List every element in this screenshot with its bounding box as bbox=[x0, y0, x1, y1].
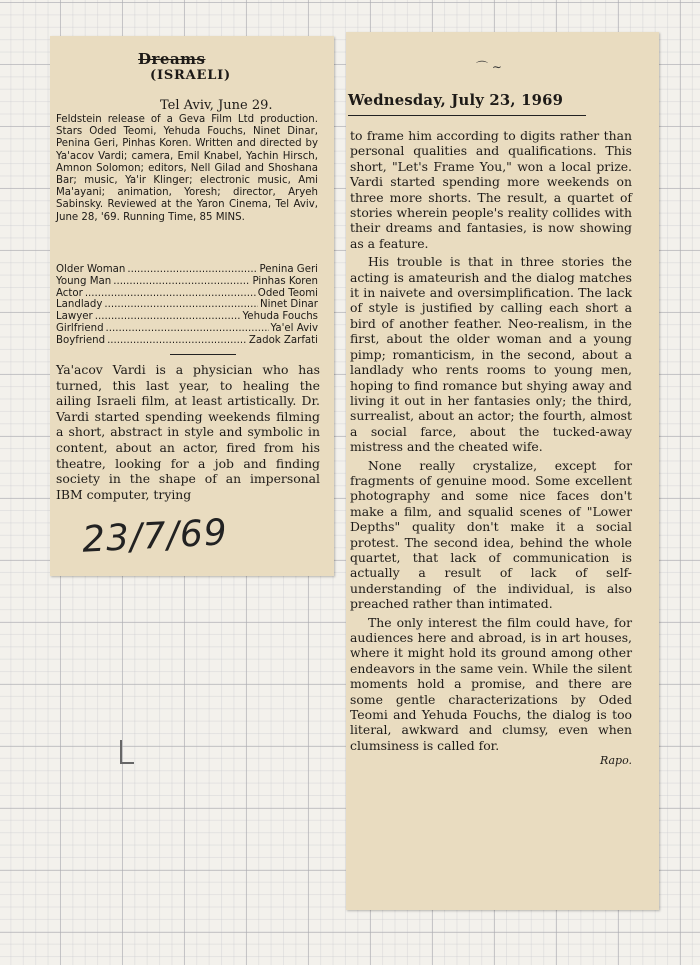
cast-actor: Penina Geri bbox=[259, 264, 318, 275]
cast-row bbox=[56, 288, 318, 300]
cast-actor: Zadok Zarfati bbox=[248, 334, 318, 346]
cast-role: Young Man bbox=[56, 275, 112, 287]
cast-row bbox=[56, 276, 318, 288]
cast-actor: Ninet Dinar bbox=[260, 299, 318, 311]
cast-role: Older Woman bbox=[56, 264, 126, 275]
credits-paragraph: Feldstein release of a Geva Film Ltd production. Stars Oded Teomi, Yehuda Fouchs, Ninet Dinar, Penina Geri, Pinhas Koren. Written and directed by Ya'acov Vardi; camera, Emil Knabel, Yachin Hirsch, Amnon Solomon; editors, Nell Gilad and Shoshana Bar; music, Ya'ir Klinger; electronic music, Ami Ma'ayani; animation, Yoresh; director, Aryeh Sabinsky. Reviewed at the Yaron Cinema, Tel Aviv, June 28, '69. Running Time, 85 MINS. bbox=[56, 114, 318, 223]
review-paragraph: None really crystalize, except for fragments of genuine mood. Some excellent photography and some nice faces don't make a film, and squalid scenes of "Lower Depths" quality don't make it a social protest. The second idea, behind the whole quartet, that lack of communication is actually a result of lack of self-understanding of the individual, is also preached rather than intimated. bbox=[350, 457, 632, 612]
review-paragraph: The only interest the film could have, for audiences here and abroad, is in art houses, where it might hold its ground among other endeavors in the same vein. While the silent moments hold a promise, and there are some gentle characterizations by Oded Teomi and Yehuda Fouchs, the dialog is too literal, awkward and clumsy, even when clumsiness is called for. bbox=[350, 614, 632, 753]
cast-role: Lawyer bbox=[56, 311, 93, 323]
issue-date-header: Wednesday, July 23, 1969 bbox=[348, 92, 564, 109]
cast-actor: Pinhas Koren bbox=[252, 275, 318, 287]
pencil-tick-mark bbox=[120, 740, 122, 764]
cast-role: Actor bbox=[56, 287, 83, 299]
review-body-start bbox=[56, 362, 320, 502]
cast-role: Landlady bbox=[56, 299, 103, 311]
left-clipping bbox=[50, 36, 334, 576]
cast-actor: Yehuda Fouchs bbox=[242, 311, 318, 323]
review-title: Dreams bbox=[138, 50, 206, 68]
cast-actor: Oded Teomi bbox=[257, 287, 318, 299]
dateline: Tel Aviv, June 29. bbox=[160, 98, 273, 113]
cast-list bbox=[56, 264, 318, 347]
review-body-continued bbox=[350, 128, 632, 769]
cast-row bbox=[56, 264, 318, 276]
cast-row bbox=[56, 335, 318, 347]
cast-role: Boyfriend bbox=[56, 334, 106, 346]
cast-row bbox=[56, 323, 318, 335]
reviewer-signature: Rapo. bbox=[599, 754, 632, 768]
review-paragraph: His trouble is that in three stories the acting is amateurish and the dialog matches it in naivete and oversimplification. The lack of style is justified by calling each short a bird of another feather. Neo-realism, in the first, about the older woman and a young pimp; romanticism, in the second, about a landlady who rents rooms to young men, hoping to find romance but shying away and living it out in her fantasies only; the third, surrealist, about an actor; the fourth, almost a social farce, about the tucked-away mistress and the cheated wife. bbox=[350, 254, 632, 455]
review-subtitle: (ISRAELI) bbox=[150, 68, 231, 83]
pencil-mark-icon: ⌒ ∼ bbox=[476, 60, 502, 74]
handwritten-date: 23/7/69 bbox=[81, 512, 229, 561]
section-divider bbox=[170, 354, 236, 355]
cast-role: Girlfriend bbox=[56, 322, 104, 334]
review-paragraph: to frame him according to digits rather than personal qualities and qualifications. This short, "Let's Frame You," won a local prize. Vardi started spending more weekends on three more shorts. The result, a quartet of stories wherein people's reality collides with their dreams and fantasies, is now showing as a feature. bbox=[350, 128, 632, 251]
right-clipping bbox=[346, 32, 659, 910]
cast-row bbox=[56, 311, 318, 323]
cast-actor: Ya'el Aviv bbox=[270, 322, 318, 334]
cast-row bbox=[56, 299, 318, 311]
header-rule bbox=[348, 115, 586, 116]
review-paragraph: Ya'acov Vardi is a physician who has turned, this last year, to healing the ailing Israeli film, at least artistically. Dr. Vardi started spending weekends filming a short, abstract in style and symbolic in content, about an actor, fired from his theatre, looking for a job and finding society in the shape of an impersonal IBM computer, trying bbox=[56, 362, 320, 502]
pencil-tick-mark bbox=[120, 762, 134, 764]
